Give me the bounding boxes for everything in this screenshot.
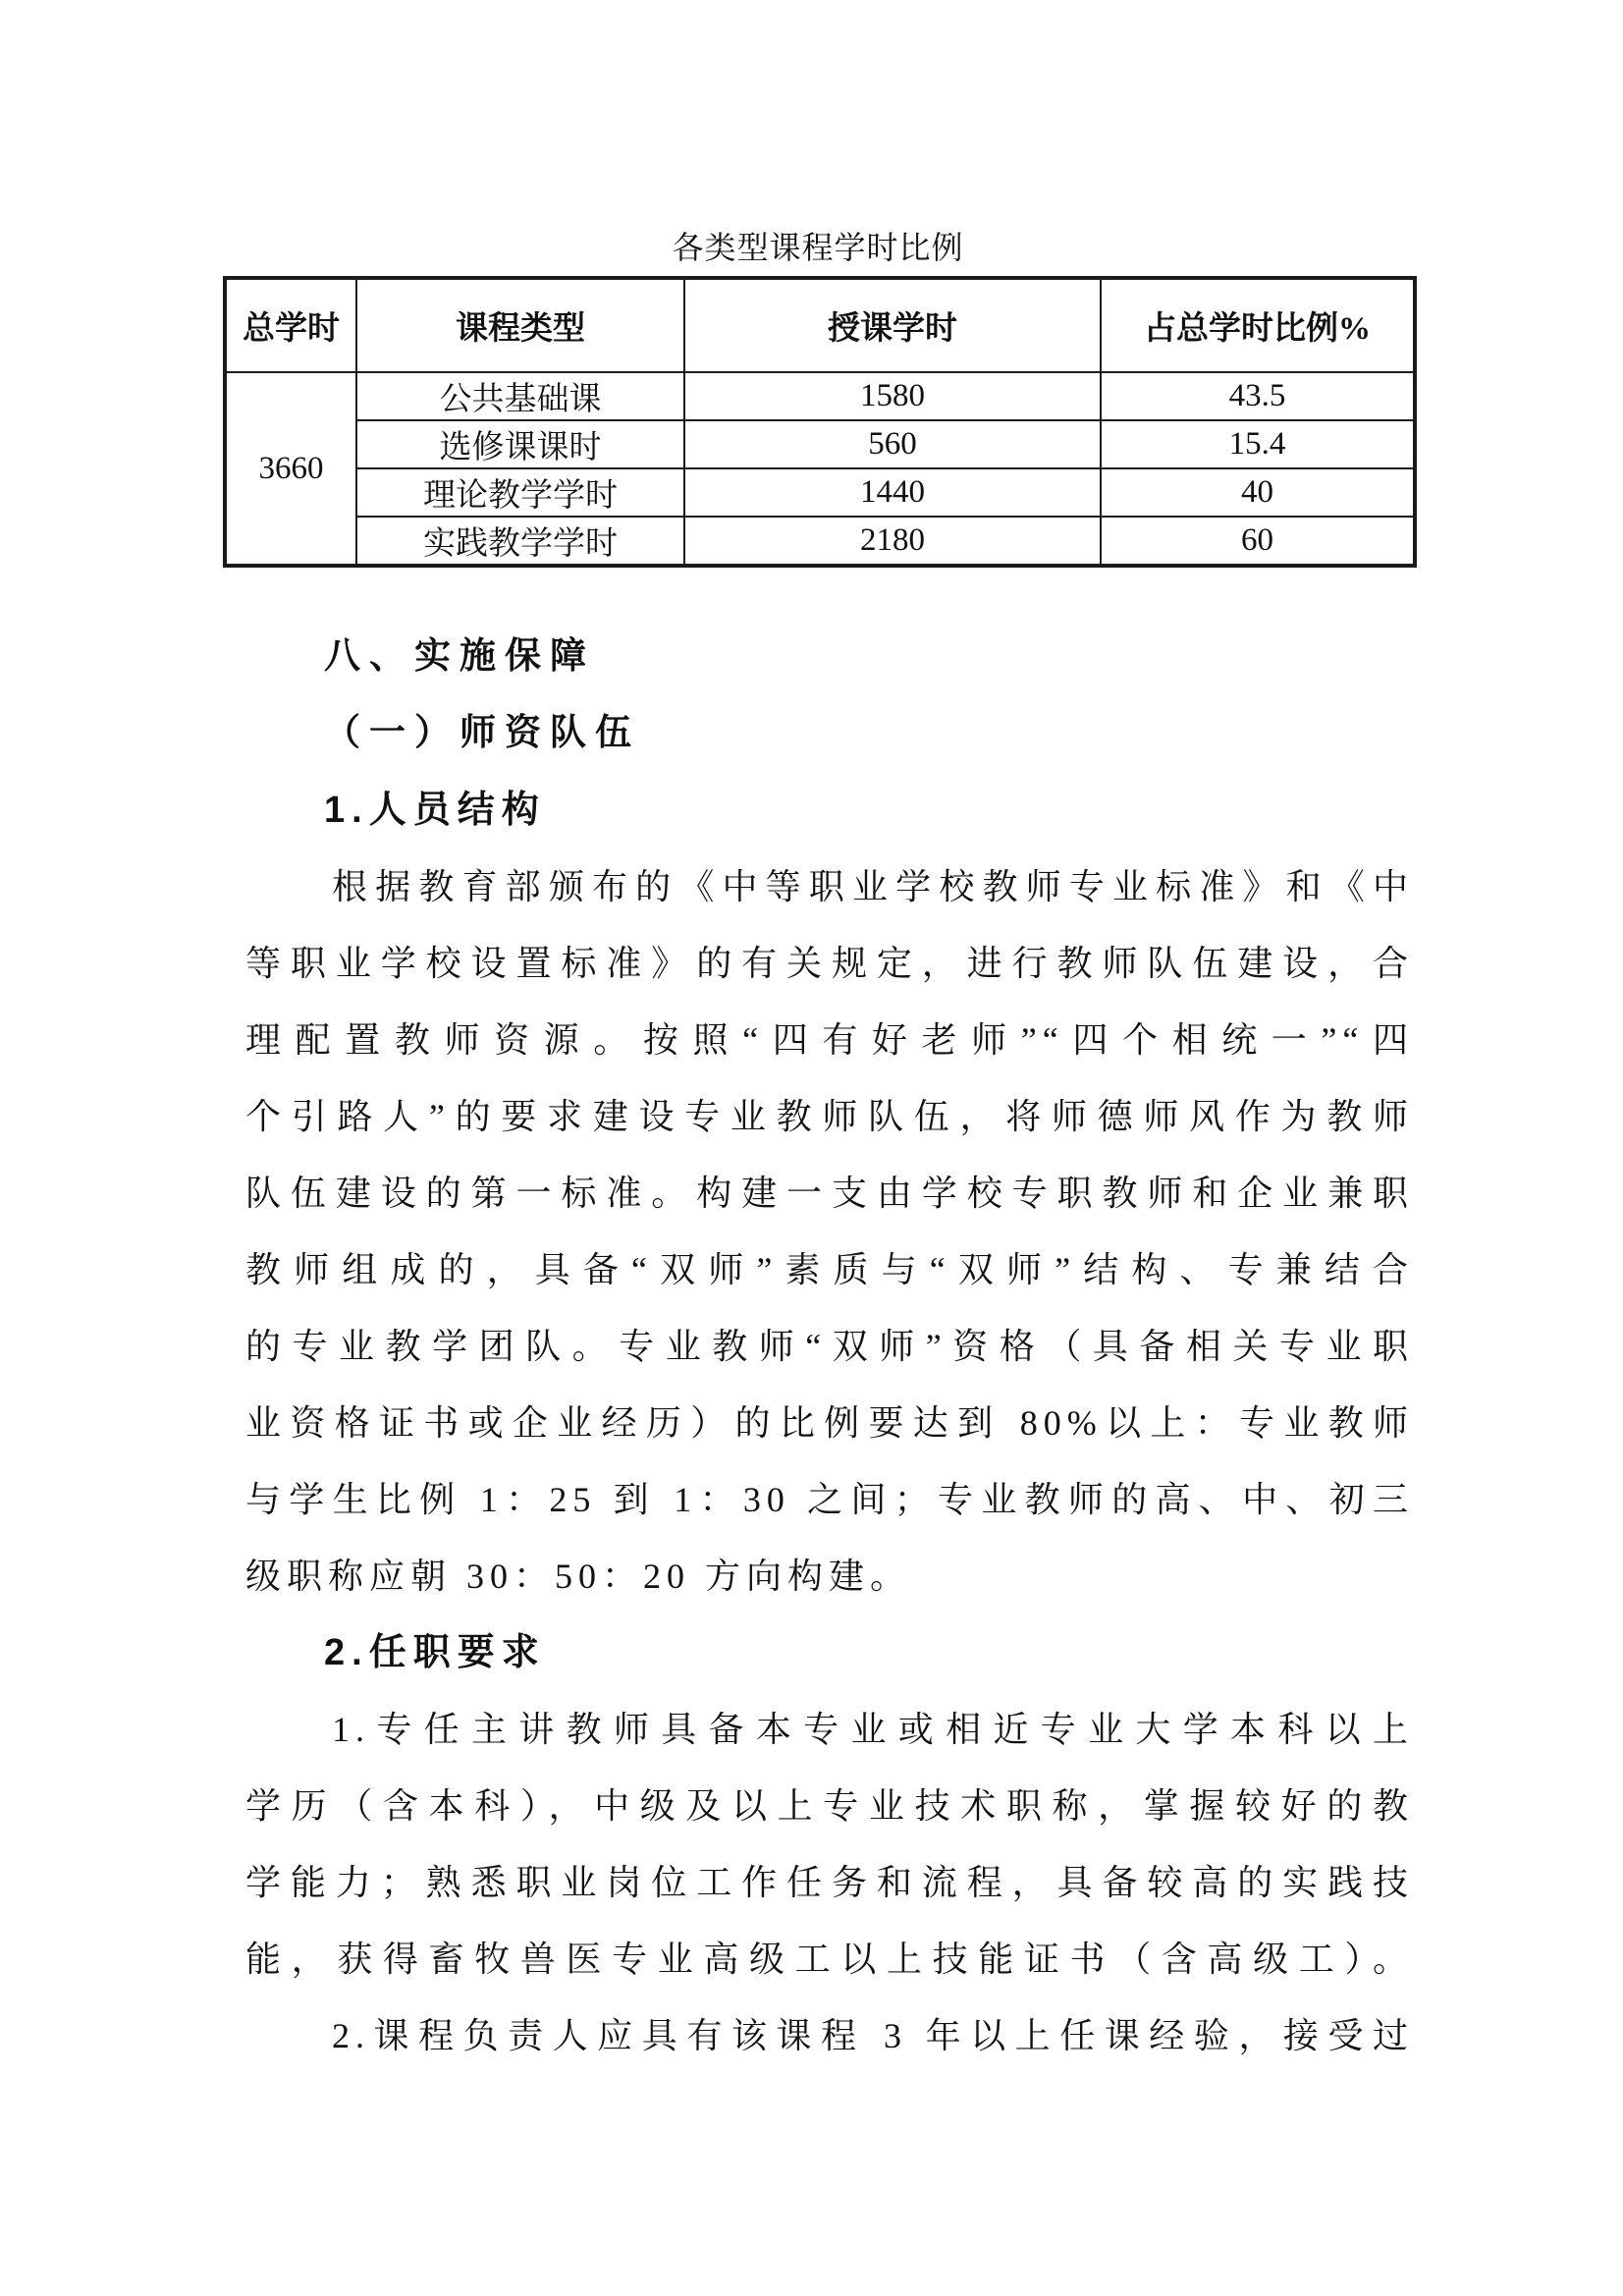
body-line: 学能力；熟悉职业岗位工作任务和流程，具备较高的实践技 (245, 1863, 1414, 1902)
table-cell-type: 公共基础课 (356, 372, 684, 420)
table-cell-total-hours: 3660 (225, 372, 356, 566)
table-row (225, 372, 1415, 420)
table-header-row (225, 278, 1415, 372)
table-cell-hours: 1440 (684, 468, 1101, 517)
body-line: 2.课程负责人应具有该课程 3 年以上任课经验，接受过 (332, 2016, 1414, 2055)
table-row (225, 517, 1415, 566)
body-line: 教师组成的，具备“双师”素质与“双师”结构、专兼结合 (245, 1250, 1414, 1289)
body-line: 的专业教学团队。专业教师“双师”资格（具备相关专业职 (245, 1327, 1414, 1366)
body-line: 能，获得畜牧兽医专业高级工以上技能证书（含高级工）。 (245, 1940, 1414, 1979)
paragraph-post-requirement-1 (245, 1691, 1414, 1997)
document-body (245, 619, 1414, 2074)
paragraph-post-requirement-2 (245, 1997, 1414, 2074)
table-cell-hours: 2180 (684, 517, 1101, 566)
table-cell-percent: 43.5 (1101, 372, 1415, 420)
body-line: 1.专任主讲教师具备本专业或相近专业大学本科以上 (332, 1710, 1414, 1749)
body-line: 个引路人”的要求建设专业教师队伍，将师德师风作为教师 (245, 1097, 1414, 1136)
table-cell-type: 选修课课时 (356, 420, 684, 468)
table-header-cell-0: 总学时 (225, 278, 356, 372)
table-cell-hours: 560 (684, 420, 1101, 468)
table-cell-percent: 60 (1101, 517, 1415, 566)
table-row (225, 420, 1415, 468)
body-line: 级职称应朝 30：50：20 方向构建。 (245, 1557, 912, 1596)
body-line: 理配置教师资源。按照“四有好老师”“四个相统一”“四 (245, 1020, 1414, 1060)
body-line: 业资格证书或企业经历）的比例要达到 80%以上：专业教师 (245, 1403, 1414, 1443)
body-line: 与学生比例 1：25 到 1：30 之间；专业教师的高、中、初三 (245, 1480, 1414, 1519)
table-cell-hours: 1580 (684, 372, 1101, 420)
item-heading-post-requirements: 2.任职要求 (324, 1632, 546, 1673)
course-hours-table (223, 276, 1417, 568)
table-header-cell-3: 占总学时比例% (1101, 278, 1415, 372)
table-cell-type: 实践教学学时 (356, 517, 684, 566)
body-line: 队伍建设的第一标准。构建一支由学校专职教师和企业兼职 (245, 1174, 1414, 1213)
table-header-cell-2: 授课学时 (684, 278, 1101, 372)
table-row (225, 468, 1415, 517)
table-title: 各类型课程学时比例 (672, 230, 964, 265)
paragraph-personnel-structure (245, 848, 1414, 1614)
table-body (225, 372, 1415, 566)
section-heading-implementation-guarantee: 八、实施保障 (324, 636, 595, 677)
table-cell-percent: 15.4 (1101, 420, 1415, 468)
table-cell-percent: 40 (1101, 468, 1415, 517)
body-line: 学历（含本科），中级及以上专业技术职称，掌握较好的教 (245, 1786, 1414, 1826)
item-heading-personnel-structure: 1.人员结构 (324, 790, 546, 831)
subsection-heading-teaching-staff: （一）师资队伍 (324, 713, 640, 753)
table-header-cell-1: 课程类型 (356, 278, 684, 372)
table-cell-type: 理论教学学时 (356, 468, 684, 517)
body-line: 等职业学校设置标准》的有关规定，进行教师队伍建设，合 (245, 944, 1414, 983)
body-line: 根据教育部颁布的《中等职业学校教师专业标准》和《中 (332, 867, 1414, 906)
